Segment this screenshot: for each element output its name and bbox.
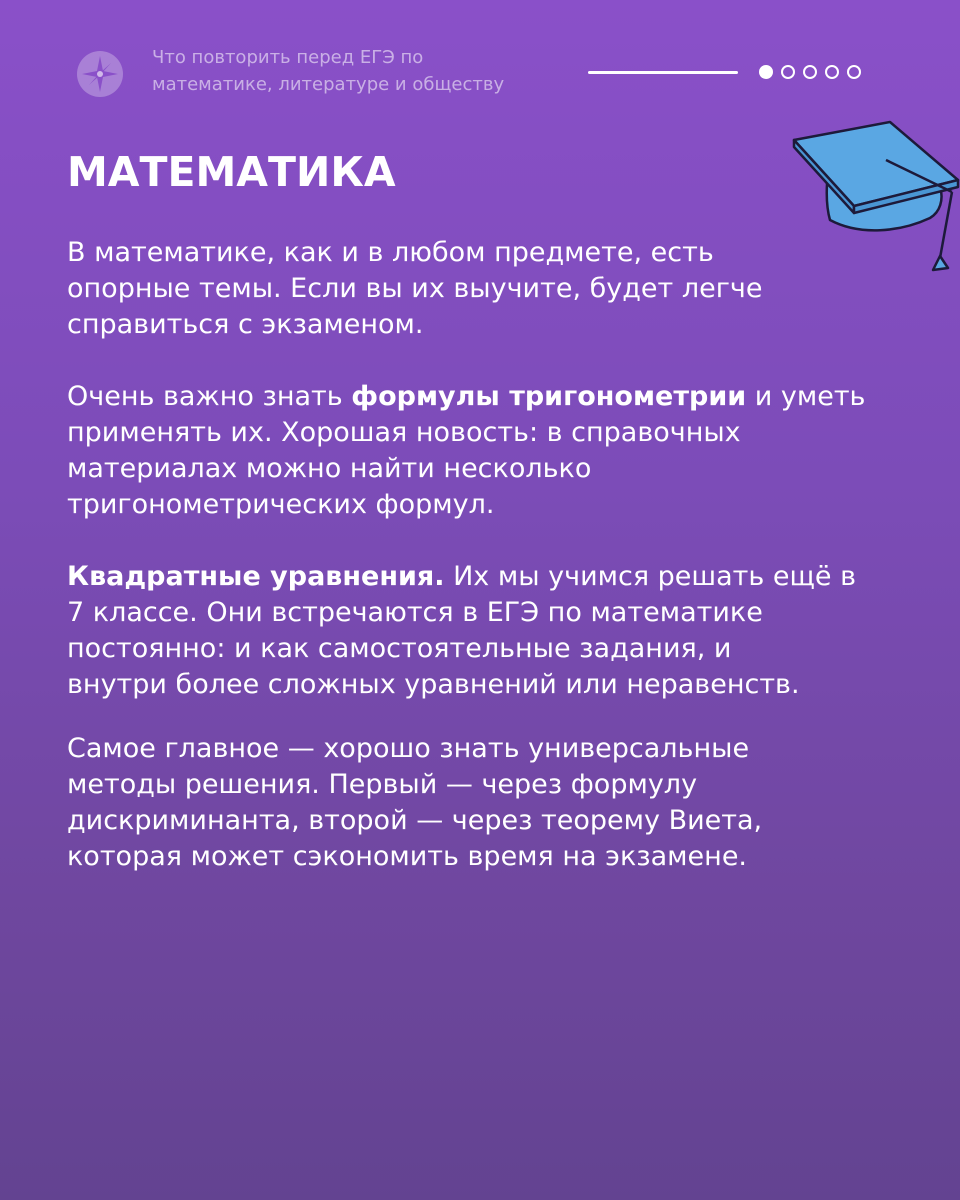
paragraph-4 [67, 731, 917, 875]
text-segment: и уметь [746, 381, 866, 412]
text-line: опорные темы. Если вы их выучите, будет легче [67, 273, 763, 304]
pagination-dot-active[interactable] [759, 65, 773, 79]
text-line: применять их. Хорошая новость: в справочных [67, 417, 741, 448]
text-line: 7 классе. Они встречаются в ЕГЭ по математике [67, 597, 763, 628]
text-line: которая может сэкономить время на экзамене. [67, 841, 748, 872]
pagination-dot[interactable] [781, 65, 795, 79]
series-title-line-2: математике, литературе и обществу [152, 74, 505, 95]
text-line: материалах можно найти несколько [67, 453, 592, 484]
text-segment: Очень важно знать [67, 381, 352, 412]
slide-pagination [759, 62, 861, 82]
text-line: дискриминанта, второй — через теорему Виета, [67, 805, 763, 836]
series-title-line-1: Что повторить перед ЕГЭ по [152, 47, 424, 68]
paragraph-2 [67, 379, 917, 523]
pagination-dot[interactable] [847, 65, 861, 79]
paragraph-1 [67, 235, 917, 343]
compass-star-icon [76, 50, 124, 98]
text-line: В математике, как и в любом предмете, есть [67, 237, 714, 268]
emphasis-quadratic: Квадратные уравнения. [67, 561, 445, 592]
pagination-dot[interactable] [825, 65, 839, 79]
pagination-dot[interactable] [803, 65, 817, 79]
text-segment: Их мы учимся решать ещё в [444, 561, 857, 592]
page-heading: МАТЕМАТИКА [67, 148, 396, 196]
progress-line [588, 71, 738, 74]
text-line: справиться с экзаменом. [67, 309, 424, 340]
text-line: внутри более сложных уравнений или неравенств. [67, 669, 800, 700]
series-title [152, 44, 582, 98]
text-line: Самое главное — хорошо знать универсальные [67, 733, 750, 764]
article-body [67, 235, 917, 875]
text-line: тригонометрических формул. [67, 489, 495, 520]
text-line: постоянно: и как самостоятельные задания, и [67, 633, 732, 664]
text-line: методы решения. Первый — через формулу [67, 769, 698, 800]
emphasis-trigonometry: формулы тригонометрии [351, 381, 747, 412]
paragraph-3 [67, 559, 917, 703]
